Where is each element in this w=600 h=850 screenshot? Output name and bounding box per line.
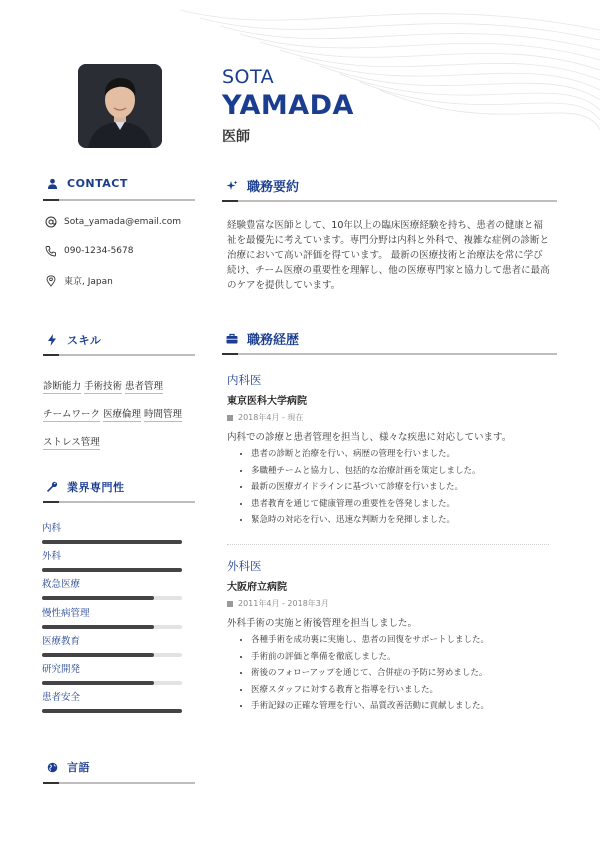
calendar-icon [227,415,233,421]
job-dates-text: 2018年4月 - 現在 [238,413,304,422]
contact-email-text: Sota_yamada@email.com [64,217,182,227]
expertise-label: 医療教育 [42,635,81,647]
expertise-bar [42,709,182,713]
expertise-bar [42,596,182,600]
experience-divider [222,353,557,355]
job-role: 外科医 [227,559,262,573]
job-bullet: • 各種手術を成功裏に実施し、患者の回復をサポートしました。 [251,632,557,649]
languages-heading [45,759,90,775]
job-role: 内科医 [227,373,262,387]
expertise-bar-fill [42,625,154,629]
contact-location-text: 東京, Japan [64,277,113,287]
summary-divider [222,200,557,202]
briefcase-icon [225,332,239,346]
job-bullet: • 患者教育を通じて健康管理の重要性を啓発しました。 [251,496,557,513]
job-description: 外科手術の実施と術後管理を担当しました。 [227,618,418,629]
skill-tag: 診断能力 [43,378,81,394]
job-dates [227,598,557,609]
expertise-bar-fill [42,568,182,572]
experience-heading [225,329,299,348]
expertise-bar [42,625,182,629]
job-separator [227,544,549,545]
skill-tag: 医療倫理 [103,406,141,422]
job-entry [227,558,557,715]
expertise-item [42,605,182,629]
contact-divider [43,199,195,201]
last-name: YAMADA [222,90,354,121]
expertise-item [42,633,182,657]
expertise-item [42,548,182,572]
expertise-heading-text: 業界専門性 [67,481,125,494]
at-icon [45,216,57,228]
location-pin-icon [45,275,57,287]
expertise-bar [42,681,182,685]
summary-heading [225,176,299,195]
job-company: 大阪府立病院 [227,582,287,593]
expertise-bar [42,568,182,572]
expertise-item [42,576,182,600]
skills-list [43,374,203,458]
skills-heading [45,332,101,348]
expertise-label: 救急医療 [42,579,81,591]
contact-location [45,274,113,287]
expertise-label: 研究開発 [42,664,81,675]
summary-text: 経験豊富な医師として、10年以上の臨床医療経験を持ち、患者の健康と福祉を最優先に考えています。専門分野は内科と外科で、複雑な症例の診断と治療において高い評価を得ています。 最新の医療技術と治療法を常に学び続け、チーム医療の重要性を理解し、他の医療専門家と協力して患者に最高のケアを提供しています。 [227,220,550,291]
job-bullet: • 術後のフォローアップを通じて、合併症の予防に努めました。 [251,665,557,682]
job-bullet: • 患者の診断と治療を行い、病歴の管理を行いました。 [251,446,557,463]
first-name: SOTA [222,66,275,88]
expertise-item [42,689,182,713]
skill-tag: 患者管理 [125,378,163,394]
contact-phone-text: 090-1234-5678 [64,246,134,256]
job-dates [227,412,557,423]
skills-heading-text: スキル [67,334,102,347]
languages-divider [43,782,195,784]
job-bullets [227,632,557,715]
expertise-bar-fill [42,709,182,713]
skill-tag: チームワーク [43,406,100,422]
job-bullet: • 手術前の評価と準備を徹底しました。 [251,649,557,666]
contact-phone[interactable] [45,245,133,257]
job-bullets [227,446,557,529]
expertise-label: 慢性病管理 [42,607,90,619]
phone-icon [45,245,57,257]
job-bullet: • 手術記録の正確な管理を行い、品質改善活動に貢献しました。 [251,698,557,715]
expertise-label: 内科 [42,523,62,534]
expertise-item [42,520,182,544]
sparkle-icon [225,179,239,193]
calendar-icon [227,601,233,607]
languages-heading-text: 言語 [67,761,90,774]
job-entry [227,372,557,529]
expertise-label: 外科 [42,551,62,563]
job-bullet: • 多職種チームと協力し、包括的な治療計画を策定しました。 [251,463,557,480]
expertise-bar-fill [42,681,154,685]
skill-tag: 時間管理 [144,406,182,422]
expertise-heading [45,479,125,495]
person-icon [45,176,59,190]
expertise-bar [42,540,182,544]
expertise-bar-fill [42,540,182,544]
job-description: 内科での診療と患者管理を担当し、様々な疾患に対応しています。 [227,432,512,443]
job-bullet: • 緊急時の対応を行い、迅速な判断力を発揮しました。 [251,512,557,529]
experience-heading-text: 職務経歴 [247,333,300,348]
profile-photo [78,64,162,148]
contact-email[interactable] [45,216,181,228]
skill-tag: ストレス管理 [43,434,100,450]
contact-heading-text: CONTACT [67,176,128,190]
job-title: 医師 [222,129,250,145]
globe-icon [45,760,59,774]
summary-heading-text: 職務要約 [247,180,300,195]
job-dates-text: 2011年4月 - 2018年3月 [238,599,329,608]
expertise-bar [42,653,182,657]
expertise-item [42,661,182,685]
expertise-divider [43,501,195,503]
skill-tag: 手術技術 [84,378,122,394]
wrench-icon [45,480,59,494]
job-bullet: • 最新の医療ガイドラインに基づいて診療を行いました。 [251,479,557,496]
expertise-label: 患者安全 [42,692,81,704]
lightning-icon [45,333,59,347]
job-bullet: • 医療スタッフに対する教育と指導を行いました。 [251,682,557,699]
job-company: 東京医科大学病院 [227,396,307,407]
skills-divider [43,354,195,356]
contact-heading [45,176,128,190]
expertise-bar-fill [42,653,154,657]
expertise-bar-fill [42,596,154,600]
